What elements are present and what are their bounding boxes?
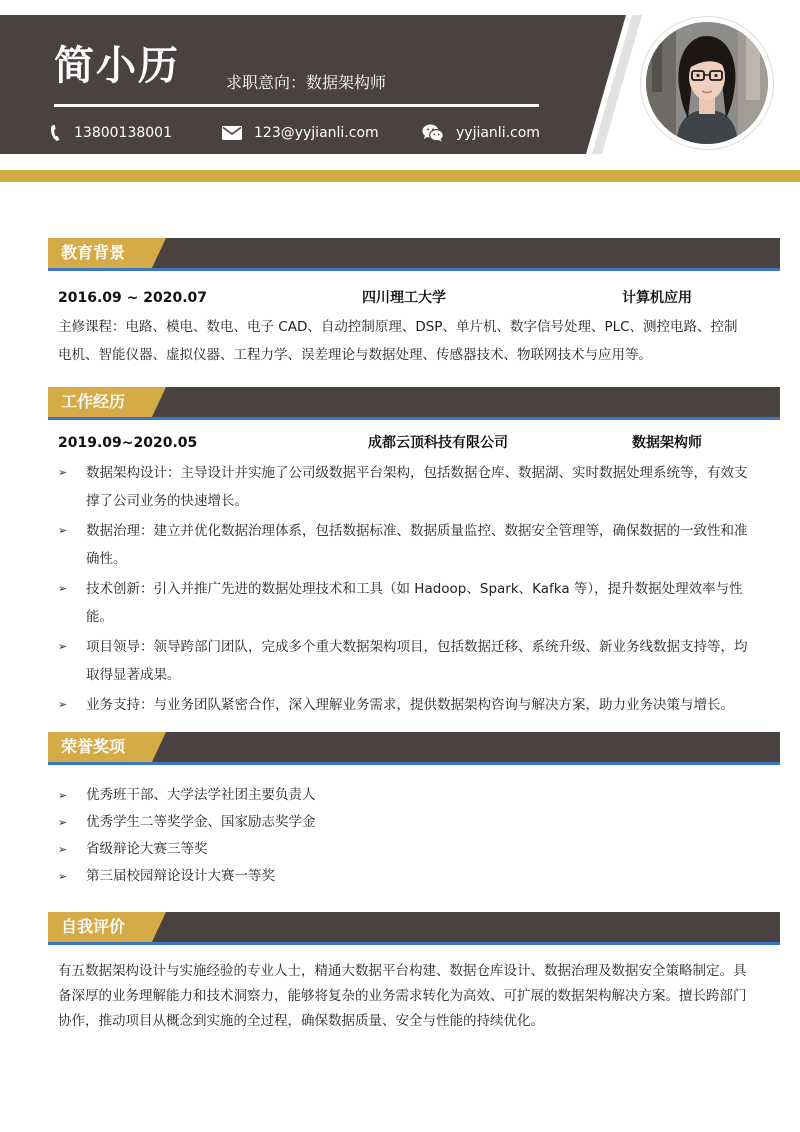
list-item: ➢ 第三届校园辩论设计大赛一等奖	[58, 863, 758, 890]
self-evaluation-text: 有五数据架构设计与实施经验的专业人士，精通大数据平台构建、数据仓库设计、数据治理及数据安全策略制定。具备深厚的业务理解能力和技术洞察力，能够将复杂的业务需求转化为高效、可扩展的数据架构解决方案。擅长跨部门协作，推动项目从概念到实施的全过程，确保数据质量、安全与性能的持续优化。	[58, 963, 747, 1029]
contact-phone	[50, 123, 172, 143]
arrow-bullet-icon: ➢	[58, 816, 68, 829]
list-item: ➢ 项目领导：领导跨部门团队，完成多个重大数据架构项目，包括数据迁移、系统升级、新业务线数据支持等，均取得显著成果。	[58, 633, 758, 689]
email-address: 123@yyjianli.com	[254, 125, 379, 141]
job-intent-value: 数据架构师	[306, 73, 387, 92]
avatar	[641, 17, 773, 149]
arrow-bullet-icon: ➢	[58, 789, 68, 802]
honors-list	[58, 782, 758, 890]
education-row	[58, 287, 748, 309]
section-header-education	[48, 238, 780, 268]
work-duties-list	[58, 459, 758, 721]
section-title-honors: 荣誉奖项	[61, 737, 126, 756]
job-intent	[226, 73, 386, 93]
list-item: ➢ 省级辩论大赛三等奖	[58, 836, 758, 863]
education-courses: 主修课程：电路、模电、数电、电子 CAD、自动控制原理、DSP、单片机、数字信号处理、PLC、测控电路、控制电机、智能仪器、虚拟仪器、工程力学、误差理论与数据处理、传感器技术、物联网技术与应用等。	[58, 319, 738, 363]
section-header-self-eval	[48, 912, 780, 942]
section-title-self-eval: 自我评价	[61, 917, 126, 936]
mail-icon	[222, 126, 242, 140]
work-position: 数据架构师	[632, 435, 702, 451]
section-title-work: 工作经历	[61, 392, 126, 411]
education-period: 2016.09 ~ 2020.07	[58, 290, 208, 306]
list-item: ➢ 业务支持：与业务团队紧密合作，深入理解业务需求，提供数据架构咨询与解决方案，助力业务决策与增长。	[58, 691, 758, 719]
candidate-name: 简小历	[54, 43, 180, 89]
job-intent-label: 求职意向：	[226, 73, 307, 92]
work-period: 2019.09~2020.05	[58, 435, 198, 451]
wechat-id: yyjianli.com	[456, 125, 540, 141]
work-company: 成都云顶科技有限公司	[368, 435, 508, 451]
list-item: ➢ 数据架构设计：主导设计并实施了公司级数据平台架构，包括数据仓库、数据湖、实时数据处理系统等，有效支撑了公司业务的快速增长。	[58, 459, 758, 515]
arrow-bullet-icon: ➢	[58, 698, 68, 711]
arrow-bullet-icon: ➢	[58, 582, 68, 595]
arrow-bullet-icon: ➢	[58, 524, 68, 537]
gold-divider-bar	[0, 170, 800, 182]
education-school: 四川理工大学	[362, 290, 446, 306]
header-divider	[54, 104, 539, 107]
phone-number: 13800138001	[74, 125, 172, 141]
section-header-work	[48, 387, 780, 417]
arrow-bullet-icon: ➢	[58, 466, 68, 479]
arrow-bullet-icon: ➢	[58, 843, 68, 856]
portrait-photo	[646, 22, 768, 144]
section-title-education: 教育背景	[61, 243, 126, 262]
list-item: ➢ 技术创新：引入并推广先进的数据处理技术和工具（如 Hadoop、Spark、Kafka 等），提升数据处理效率与性能。	[58, 575, 758, 631]
arrow-bullet-icon: ➢	[58, 640, 68, 653]
contact-wechat	[422, 123, 540, 143]
list-item: ➢ 优秀班干部、大学法学社团主要负责人	[58, 782, 758, 809]
list-item: ➢ 数据治理：建立并优化数据治理体系，包括数据标准、数据质量监控、数据安全管理等，确保数据的一致性和准确性。	[58, 517, 758, 573]
wechat-icon	[422, 124, 444, 142]
education-major: 计算机应用	[622, 290, 692, 306]
section-header-honors	[48, 732, 780, 762]
list-item: ➢ 优秀学生二等奖学金、国家励志奖学金	[58, 809, 758, 836]
arrow-bullet-icon: ➢	[58, 870, 68, 883]
work-row	[58, 432, 748, 454]
phone-icon	[50, 124, 62, 142]
contact-email	[222, 123, 379, 143]
